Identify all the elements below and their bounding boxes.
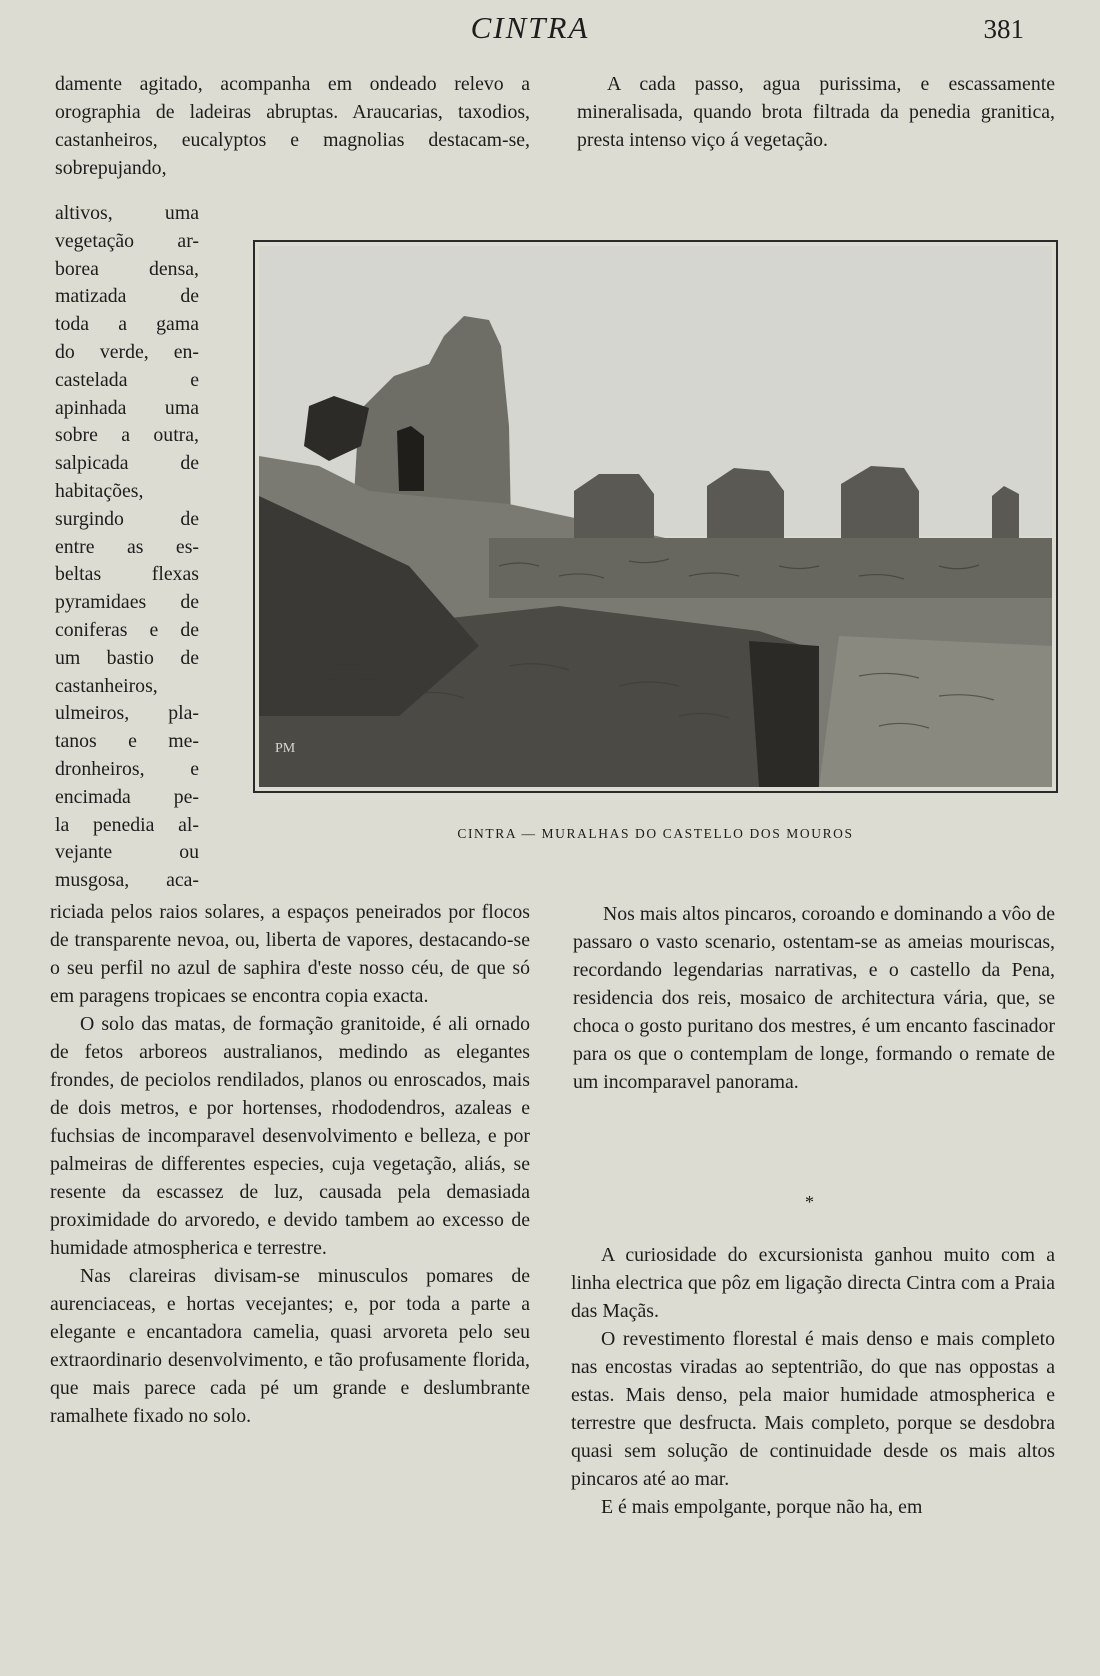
narrow-line: matizada de: [55, 285, 199, 308]
paragraph: Nas clareiras divisam-se minusculos pomares de aurenciaceas, e hortas vecejantes; e, por toda a parte a elegante e encantadora camelia, quasi arvoreta pelo seu extraordinario desenvolvimento, e tão profusamente florida, que mais parece cada pé um grande e deslumbrante ramalhete fixado no solo.: [50, 1265, 530, 1427]
narrow-line: toda a gama: [55, 313, 199, 336]
narrow-line: coniferas e de: [55, 618, 199, 641]
narrow-line: borea densa,: [55, 257, 199, 280]
narrow-line: musgosa, aca-: [55, 869, 199, 892]
castle-walls-photograph: [253, 240, 1058, 793]
running-title: CINTRA: [470, 10, 590, 45]
paragraph: E é mais empolgante, porque não ha, em: [601, 1496, 923, 1518]
paragraph: Nos mais altos pincaros, coroando e dominando a vôo de passaro o vasto scenario, ostentam-se as ameias mouriscas, recordando legendarias narrativas, e o castello da Pena, residencia dos reis, mosaico de architectura vária, que, se choca o gosto puritano dos mestres, é um encanto fascinador para os que o contemplam de longe, formando o remate de um incomparavel panorama.: [573, 903, 1055, 1093]
right-column-middle: [573, 900, 1055, 1096]
paragraph: damente agitado, acompanha em ondeado relevo a orographia de ladeiras abruptas. Araucarias, taxodios, castanheiros, eucalyptos e magnolias destacam-se, sobrepujando,: [55, 73, 530, 179]
narrow-line: tanos e me-: [55, 730, 199, 753]
narrow-column-beside-figure: [55, 200, 199, 895]
photographer-monogram: PM: [275, 741, 296, 756]
narrow-line: do verde, en-: [55, 340, 199, 363]
left-column-bottom: [50, 898, 530, 1430]
page-number: 381: [983, 14, 1024, 44]
narrow-line: pyramidaes de: [55, 591, 199, 614]
narrow-line: entre as es-: [55, 535, 199, 558]
narrow-line: sobre a outra,: [55, 424, 199, 447]
narrow-line: encimada pe-: [55, 785, 199, 808]
narrow-line: ulmeiros, pla-: [55, 702, 199, 725]
narrow-line: surgindo de: [55, 507, 199, 530]
right-column-bottom: [571, 1241, 1055, 1521]
narrow-line: apinhada uma: [55, 396, 199, 419]
paragraph: A cada passo, agua purissima, e escassamente mineralisada, quando brota filtrada da penedia granitica, presta intenso viço á vegetação.: [577, 73, 1055, 151]
left-column-top: [55, 70, 530, 182]
paragraph: O revestimento florestal é mais denso e mais completo nas encostas viradas ao septentrião, do que nas oppostas a estas. Mais denso, pela maior humidade atmospherica e terrestre que desfructa. Mais completo, porque se desdobra quasi sem solução de continuidade desde os mais altos pincaros até ao mar.: [571, 1328, 1055, 1490]
narrow-line: la penedia al-: [55, 813, 199, 836]
narrow-line: beltas flexas: [55, 563, 199, 586]
narrow-line: altivos, uma: [55, 202, 199, 224]
right-column-top: [577, 70, 1055, 154]
paragraph: riciada pelos raios solares, a espaços peneirados por flocos de transparente nevoa, ou, liberta de vapores, destacando-se o seu perfil no azul de saphira d'este nosso céu, de que só em paragens tropicaes se encontra copia exacta.: [50, 901, 530, 1007]
paragraph: A curiosidade do excursionista ganhou muito com a linha electrica que pôz em ligação directa Cintra com a Praia das Maçãs.: [571, 1244, 1055, 1322]
narrow-line: castelada e: [55, 368, 199, 391]
narrow-line: castanheiros,: [55, 674, 158, 697]
narrow-line: vegetação ar-: [55, 229, 199, 252]
narrow-line: dronheiros, e: [55, 757, 199, 780]
figure-caption: CINTRA — MURALHAS DO CASTELLO DOS MOUROS: [457, 826, 854, 841]
section-separator: *: [805, 1192, 814, 1212]
narrow-line: vejante ou: [55, 841, 199, 864]
castle-walls-illustration: [259, 246, 1052, 787]
narrow-line: habitações,: [55, 479, 144, 502]
narrow-line: salpicada de: [55, 452, 199, 475]
narrow-line: um bastio de: [55, 646, 199, 669]
paragraph: O solo das matas, de formação granitoide, é ali ornado de fetos arboreos australianos, medindo as elegantes frondes, de peciolos rendilados, planos ou enroscados, mais de dois metros, e por hortenses, rhododendros, azaleas e fuchsias de incomparavel desenvolvimento e belleza, e por palmeiras de differentes especies, cuja vegetação, aliás, se resente da escassez de luz, causada pela demasiada proximidade do arvoredo, e devido tambem ao excesso de humidade atmospherica e terrestre.: [50, 1013, 530, 1259]
